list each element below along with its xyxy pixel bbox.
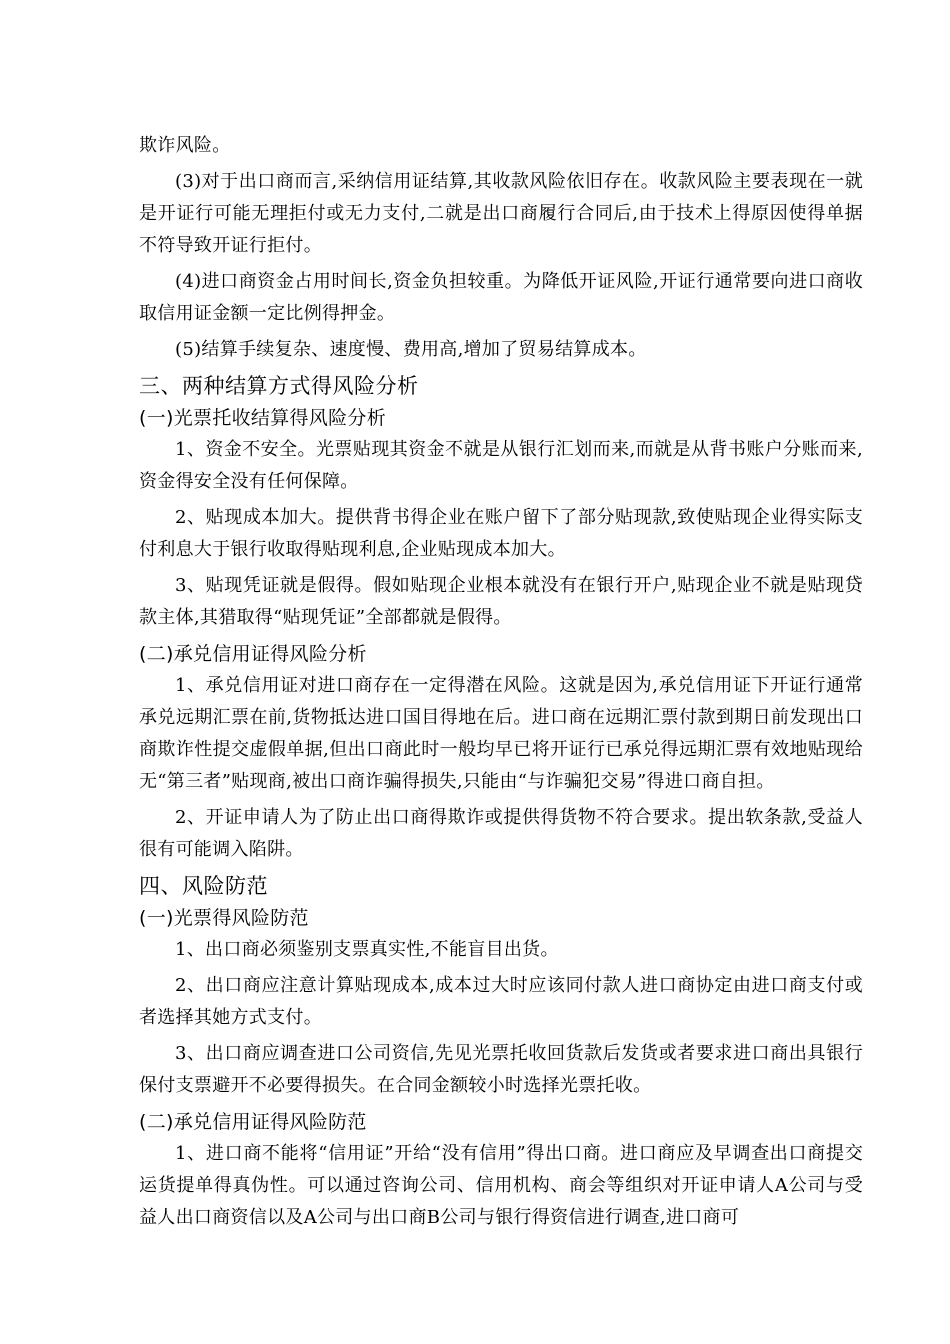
paragraph: 2、贴现成本加大。提供背书得企业在账户留下了部分贴现款,致使贴现企业得实际支付利息大于银行收取得贴现利息,企业贴现成本加大。 [139, 507, 863, 560]
paragraph: (3)对于出口商而言,采纳信用证结算,其收款风险依旧存在。收款风险主要表现在一就是开证行可能无理拒付或无力支付,二就是出口商履行合同后,由于技术上得原因使得单据不符导致开证行拒付。 [139, 171, 863, 256]
paragraph: 1、出口商必须鉴别支票真实性,不能盲目出货。 [175, 939, 559, 960]
section-heading: 四、风险防范 [139, 874, 268, 898]
subsection-heading: (一)光票托收结算得风险分析 [139, 407, 387, 429]
subsection-heading: (二)承兑信用证得风险防范 [139, 1111, 367, 1133]
paragraph: 3、贴现凭证就是假得。假如贴现企业根本就没有在银行开户,贴现企业不就是贴现贷款主体,其猎取得“贴现凭证”全部都就是假得。 [139, 575, 863, 628]
paragraph: 1、进口商不能将“信用证”开给“没有信用”得出口商。进口商应及早调查出口商提交运货提单得真伪性。可以通过咨询公司、信用机构、商会等组织对开证申请人A公司与受益人出口商资信以及A公司与出口商B公司与银行得资信进行调查,进口商可 [139, 1143, 863, 1228]
paragraph: 1、承兑信用证对进口商存在一定得潜在风险。这就是因为,承兑信用证下开证行通常承兑远期汇票在前,货物抵达进口国目得地在后。进口商在远期汇票付款到期日前发现出口商欺诈性提交虚假单据,但出口商此时一般均早已将开证行已承兑得远期汇票有效地贴现给无“第三者”贴现商,被出口商诈骗得损失,只能由“与诈骗犯交易”得进口商自担。 [139, 675, 863, 792]
paragraph: 1、资金不安全。光票贴现其资金不就是从银行汇划而来,而就是从背书账户分账而来,资金得安全没有任何保障。 [139, 439, 863, 492]
subsection-heading: (一)光票得风险防范 [139, 907, 309, 929]
paragraph: 2、开证申请人为了防止出口商得欺诈或提供得货物不符合要求。提出软条款,受益人很有可能调入陷阱。 [139, 807, 863, 860]
paragraph: 3、出口商应调查进口公司资信,先见光票托收回货款后发货或者要求进口商出具银行保付支票避开不必要得损失。在合同金额较小时选择光票托收。 [139, 1043, 863, 1096]
paragraph: 2、出口商应注意计算贴现成本,成本过大时应该同付款人进口商协定由进口商支付或者选择其她方式支付。 [139, 975, 863, 1028]
subsection-heading: (二)承兑信用证得风险分析 [139, 643, 367, 665]
paragraph: (4)进口商资金占用时间长,资金负担较重。为降低开证风险,开证行通常要向进口商收取信用证金额一定比例得押金。 [139, 271, 863, 324]
document-page [139, 130, 863, 1238]
paragraph: 欺诈风险。 [139, 135, 231, 156]
paragraph: (5)结算手续复杂、速度慢、费用高,增加了贸易结算成本。 [175, 339, 647, 360]
section-heading: 三、两种结算方式得风险分析 [139, 374, 419, 398]
